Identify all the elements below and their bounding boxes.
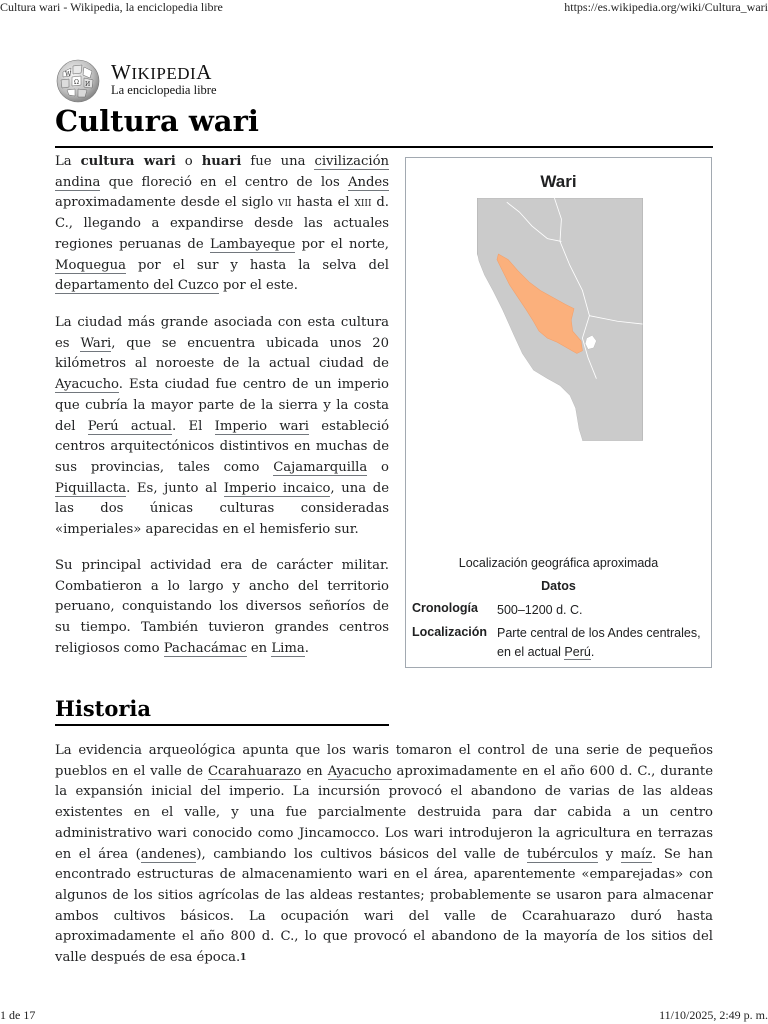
svg-text:Ω: Ω <box>74 79 79 86</box>
infobox-map-caption: Localización geográfica aproximada <box>458 556 659 570</box>
infobox-title: Wari <box>540 172 577 191</box>
location-map[interactable] <box>442 198 678 544</box>
infobox <box>405 157 712 668</box>
intro-paragraph-1: La cultura wari o huari fue una civilización andina que floreció en el centro de los Andes aproximadamente desde el siglo vii hasta el xiii d. C., llegando a expandirse desde las actuales regiones peruanas de Lambayeque por el norte, Moquegua por el sur y hasta la selva del departamento del Cuzco por el este. <box>55 154 390 294</box>
intro-paragraph-2: La ciudad más grande asociada con esta cultura es Wari, que se encuentra ubicada unos 20 kilómetros al noroeste de la actual ciudad de Ayacucho. Esta ciudad fue centro de un imperio que cubría la mayor parte de la sierra y la costa del Perú actual. El Imperio wari estableció centros arquitectónicos distintivos en muchas de sus provincias, tales como Cajamarquilla o Piquillacta. Es, junto al Imperio incaico, una de las dos únicas culturas consideradas «imperiales» aparecidas en el hemisferio sur. <box>55 315 390 538</box>
historia-paragraph: La evidencia arqueológica apunta que los waris tomaron el control de una serie de pequeños pueblos en el valle de Ccarahuarazo en Ayacucho aproximadamente en el año 600 d. C., durante la expansión inicial del imperio. La incursión provocó el abandono de varias de las aldeas existentes en el valle, y una fue parcialmente destruida para dar cabida a un centro administrativo wari conocido como Jincamocco. Los wari introdujeron la agricultura en terrazas en el área (andenes), cambiando los cultivos básicos del valle de tubérculos y maíz. Se han encontrado estructuras de almacenamiento wari en el área, aparentemente «emparejadas» con algunos de los sitios agrícolas de las aldeas restantes; probablemente se usaron para almacenar ambos cultivos básicos. La ocupación wari del valle de Ccarahuarazo duró hasta aproximadamente el año 800 d. C., lo que provocó el abandono de la mayoría de los sitios del valle después de esa época.$^1$ <box>55 743 714 966</box>
link-cajamarquilla[interactable]: Cajamarquilla <box>273 459 368 475</box>
wikipedia-logo[interactable] <box>55 56 255 102</box>
print-header-title: Cultura wari - Wikipedia, la enciclopedia libre <box>0 0 223 14</box>
link-tuberculos[interactable]: tubérculos <box>527 846 599 862</box>
bold-term: huari <box>201 154 242 169</box>
link-piquillacta[interactable]: Piquillacta <box>55 480 127 496</box>
svg-text:И: И <box>85 81 91 88</box>
print-footer <box>0 1008 768 1024</box>
localizacion-label: Localización <box>412 625 488 639</box>
link-andes[interactable]: Andes <box>347 174 389 190</box>
intro-paragraph-3: Su principal actividad era de carácter militar. Combatieron a lo largo y ancho del territorio peruano, conquistando los diversos señoríos de su tiempo. También tuvieron grandes centros religiosos como Pachacámac en Lima. <box>55 558 389 656</box>
link-imperio-incaico[interactable]: Imperio incaico <box>223 480 331 496</box>
link-imperio-wari[interactable]: Imperio wari <box>214 418 309 434</box>
link-moquegua[interactable]: Moquegua <box>55 257 126 273</box>
wikipedia-wordmark: WIKIPEDIA <box>111 60 212 84</box>
section-heading-historia: Historia <box>55 696 151 721</box>
link-ayacucho[interactable]: Ayacucho <box>327 763 392 779</box>
print-footer-datetime: 11/10/2025, 2:49 p. m. <box>659 1008 768 1022</box>
localizacion-value: Parte central de los Andes centrales, en el actual Perú. <box>497 626 701 659</box>
link-ayacucho[interactable]: Ayacucho <box>55 377 119 393</box>
print-header <box>0 0 768 16</box>
link-wari[interactable]: Wari <box>80 335 112 351</box>
section-divider <box>55 724 389 726</box>
cronologia-label: Cronología <box>412 601 478 615</box>
wikipedia-globe-icon <box>55 58 101 104</box>
link-lambayeque[interactable]: Lambayeque <box>209 236 296 252</box>
cronologia-value: 500–1200 d. C. <box>497 603 583 617</box>
print-header-url[interactable]: https://es.wikipedia.org/wiki/Cultura_wari <box>564 0 768 14</box>
link-lima[interactable]: Lima <box>271 640 305 656</box>
link-andenes[interactable]: andenes <box>140 846 197 862</box>
svg-text:W: W <box>65 71 72 78</box>
title-divider <box>55 146 713 148</box>
link-peru[interactable]: Perú <box>564 645 591 659</box>
link-departamento-cuzco[interactable]: departamento del Cuzco <box>55 278 219 294</box>
link-peru-actual[interactable]: Perú actual <box>87 418 173 434</box>
link-maiz[interactable]: maíz <box>620 846 653 862</box>
infobox-section-header: Datos <box>541 579 576 593</box>
print-footer-page: 1 de 17 <box>0 1008 36 1022</box>
link-civilizacion-andina[interactable]: civilización andina <box>55 154 390 190</box>
page-title: Cultura wari <box>55 104 259 138</box>
link-ccarahuarazo[interactable]: Ccarahuarazo <box>207 763 302 779</box>
bold-term: cultura wari <box>80 154 176 169</box>
link-pachacamac[interactable]: Pachacámac <box>163 640 247 656</box>
wikipedia-tagline: La enciclopedia libre <box>111 83 217 97</box>
reference-marker[interactable]: 1 <box>240 953 247 964</box>
